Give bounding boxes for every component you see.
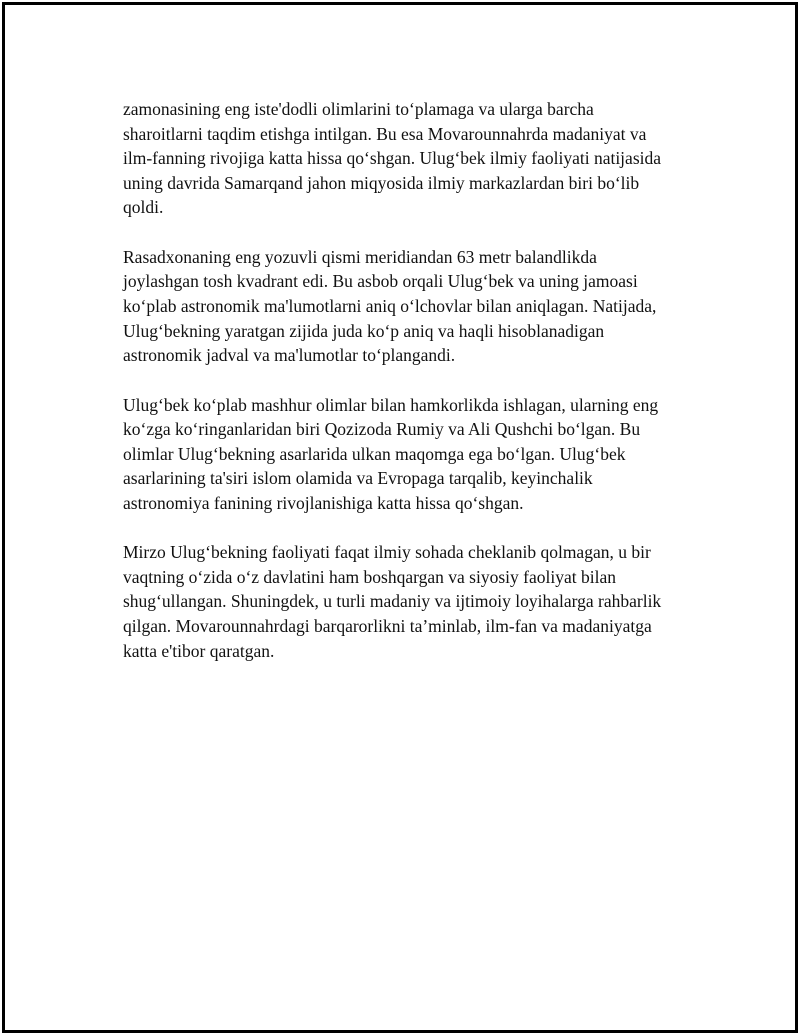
paragraph-line: katta e'tibor qaratgan. xyxy=(123,640,275,661)
paragraph-line: astronomiya fanining rivojlanishiga katta hissa qo‘shgan. xyxy=(123,492,524,513)
paragraph-3 xyxy=(123,393,703,516)
paragraph-4 xyxy=(123,540,703,663)
paragraph-line: ilm-fanning rivojiga katta hissa qo‘shgan. Ulug‘bek ilmiy faoliyati natijasida xyxy=(123,148,662,169)
paragraph-line: ko‘plab astronomik ma'lumotlarni aniq o‘lchovlar bilan aniqlagan. Natijada, xyxy=(123,295,657,316)
paragraph-line: olimlar Ulug‘bekning asarlarida ulkan maqomga ega bo‘lgan. Ulug‘bek xyxy=(123,443,626,464)
paragraph-1 xyxy=(123,97,703,220)
paragraph-line: Ulug‘bekning yaratgan zijida juda ko‘p aniq va haqli hisoblanadigan xyxy=(123,320,605,341)
paragraph-line: asarlarining ta'siri islom olamida va Evropaga tarqalib, keyinchalik xyxy=(123,468,593,489)
paragraph-line: qoldi. xyxy=(123,197,164,218)
paragraph-line: Rasadxonaning eng yozuvli qismi meridiandan 63 metr balandlikda xyxy=(123,246,597,267)
paragraph-line: vaqtning o‘zida o‘z davlatini ham boshqargan va siyosiy faoliyat bilan xyxy=(123,566,616,587)
paragraph-line: shug‘ullangan. Shuningdek, u turli madaniy va ijtimoiy loyihalarga rahbarlik xyxy=(123,591,662,612)
paragraph-line: astronomik jadval va ma'lumotlar to‘plangandi. xyxy=(123,345,456,366)
paragraph-line: Mirzo Ulug‘bekning faoliyati faqat ilmiy sohada cheklanib qolmagan, u bir xyxy=(123,542,651,563)
paragraph-line: zamonasining eng iste'dodli olimlarini to‘plamaga va ularga barcha xyxy=(123,99,594,119)
paragraph-2 xyxy=(123,245,703,368)
paragraph-line: ko‘zga ko‘ringanlaridan biri Qozizoda Rumiy va Ali Qushchi bo‘lgan. Bu xyxy=(123,419,641,440)
page-frame xyxy=(2,2,798,1033)
paragraph-line: sharoitlarni taqdim etishga intilgan. Bu esa Movarounnahrda madaniyat va xyxy=(123,123,647,144)
paragraph-line: qilgan. Movarounnahrdagi barqarorlikni ta’minlab, ilm-fan va madaniyatga xyxy=(123,616,652,637)
paragraph-line: joylashgan tosh kvadrant edi. Bu asbob orqali Ulug‘bek va uning jamoasi xyxy=(123,271,638,292)
page-content xyxy=(123,97,703,688)
paragraph-line: Ulug‘bek ko‘plab mashhur olimlar bilan hamkorlikda ishlagan, ularning eng xyxy=(123,394,659,415)
paragraph-line: uning davrida Samarqand jahon miqyosida ilmiy markazlardan biri bo‘lib xyxy=(123,172,640,193)
